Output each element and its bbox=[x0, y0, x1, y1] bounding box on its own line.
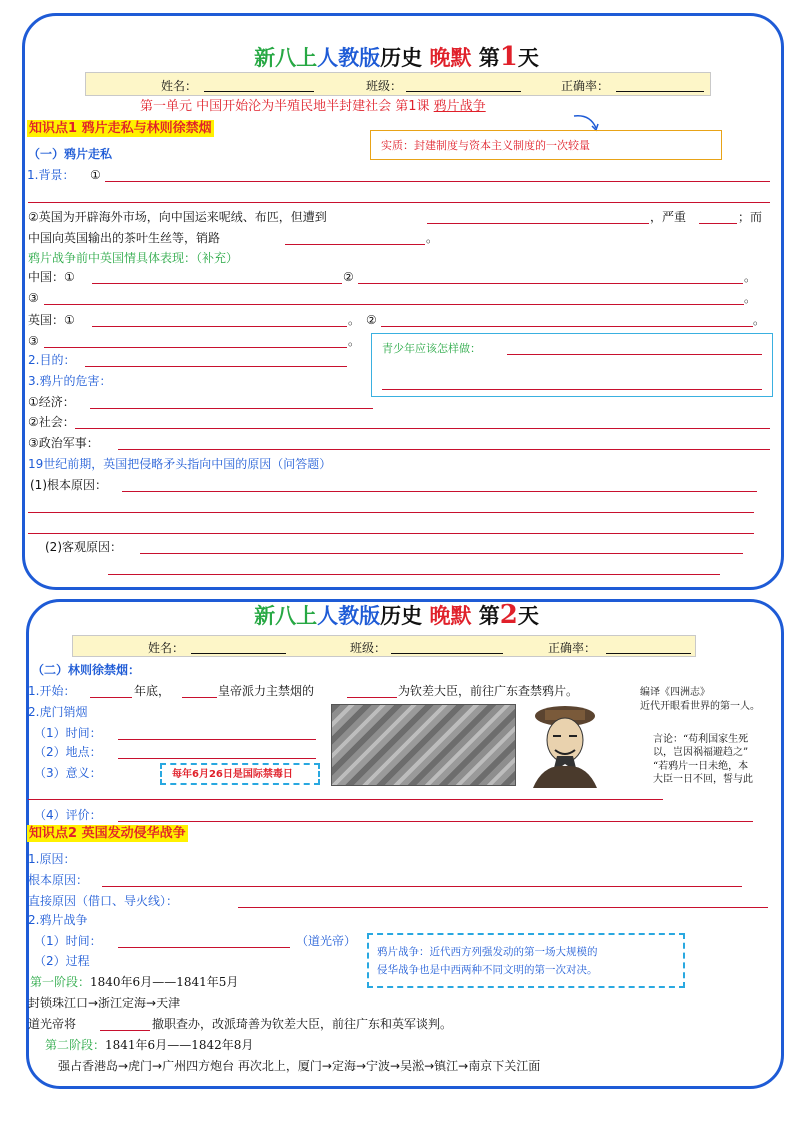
route-stage2: 强占香港岛→虎门→广州四方炮台 再次北上，厦门→定海→宁波→吴淞→镇江→南京下关江面 bbox=[58, 1059, 541, 1073]
antidrug-day-box: 每年6月26日是国际禁毒日 bbox=[160, 763, 320, 785]
line2-text: ②英国为开辟海外市场，向中国运来呢绒、布匹，但遭到 bbox=[28, 210, 327, 224]
quote-2: 以，岂因祸福避趋之” bbox=[653, 747, 749, 758]
specific-heading: 鸦片战争前中英国情具体表现：（补充） bbox=[28, 251, 239, 265]
name-blank[interactable] bbox=[204, 91, 314, 92]
time-blank[interactable] bbox=[118, 739, 316, 740]
cause-label: 1.原因： bbox=[28, 852, 76, 866]
name-bar bbox=[85, 72, 711, 96]
line3-text: 中国向英国输出的茶叶生丝等，销路 bbox=[28, 231, 221, 245]
youth-blank-1[interactable] bbox=[507, 354, 762, 355]
humen-photo bbox=[331, 704, 516, 786]
meaning-blank[interactable] bbox=[28, 799, 663, 800]
youth-box: 青少年应该怎样做： bbox=[371, 333, 773, 397]
root-cause-blank-2[interactable] bbox=[28, 512, 754, 513]
process-label: （2）过程 bbox=[34, 954, 90, 968]
line3-blank[interactable] bbox=[285, 244, 425, 245]
root-cause-label-2: 根本原因： bbox=[28, 873, 89, 887]
evaluation-blank[interactable] bbox=[118, 821, 753, 822]
class-label: 班级： bbox=[350, 641, 387, 655]
military-blank[interactable] bbox=[118, 449, 770, 450]
start-label: 1.开始： bbox=[28, 684, 76, 698]
line2-blank-2[interactable] bbox=[699, 223, 737, 224]
background-blank-1[interactable] bbox=[105, 181, 770, 182]
humen-heading: 2.虎门销烟 bbox=[28, 705, 88, 719]
start-blank-year[interactable] bbox=[90, 697, 132, 698]
objective-cause-blank-2[interactable] bbox=[108, 574, 720, 575]
society-blank[interactable] bbox=[75, 428, 770, 429]
quote-3: “若鸦片一日未绝，本 bbox=[653, 761, 749, 772]
daoguang-blank[interactable] bbox=[100, 1030, 150, 1031]
time-label: （1）时间： bbox=[34, 726, 102, 740]
question-19c: 19世纪前期，英国把侵略矛头指向中国的原因（问答题） bbox=[28, 457, 332, 471]
place-label: （2）地点： bbox=[34, 745, 102, 759]
china-blank-2[interactable] bbox=[358, 283, 743, 284]
start-blank-official[interactable] bbox=[347, 697, 397, 698]
name-blank[interactable] bbox=[191, 653, 286, 654]
britain-blank-2[interactable] bbox=[381, 326, 753, 327]
china-label: 中国：① bbox=[28, 270, 75, 284]
direct-cause-label: 直接原因（借口、导火线）： bbox=[28, 894, 179, 908]
class-blank[interactable] bbox=[391, 653, 503, 654]
day1-title: 新八上人教版历史 晚默 第1天 bbox=[254, 42, 539, 72]
direct-cause-blank[interactable] bbox=[238, 907, 768, 908]
name-label: 姓名： bbox=[161, 79, 198, 93]
note-book: 编译《四洲志》 bbox=[640, 687, 710, 698]
war-definition-box: 鸦片战争：近代西方列强发动的第一场大规模的 侵华战争也是中西两种不同文明的第一次对决。 bbox=[367, 933, 685, 988]
harm-label: 3.鸦片的危害： bbox=[28, 374, 112, 388]
name-bar-2 bbox=[72, 635, 696, 657]
opium-war-heading: 2.鸦片战争 bbox=[28, 913, 88, 927]
stage1: 第一阶段：1840年6月——1841年5月 bbox=[30, 975, 239, 989]
place-blank[interactable] bbox=[118, 758, 316, 759]
start-blank-emperor[interactable] bbox=[182, 697, 217, 698]
purpose-blank[interactable] bbox=[85, 366, 347, 367]
line2-blank-1[interactable] bbox=[427, 223, 649, 224]
society-label: ②社会： bbox=[28, 415, 75, 429]
section-lin-zexu: （二）林则徐禁烟： bbox=[32, 663, 141, 677]
kp1-heading: 知识点1 鸦片走私与林则徐禁烟 bbox=[29, 121, 212, 136]
china-blank-3[interactable] bbox=[44, 304, 744, 305]
circle-1: ① bbox=[90, 168, 101, 182]
lin-zexu-portrait bbox=[523, 702, 607, 788]
root-cause-blank-3[interactable] bbox=[28, 533, 754, 534]
accuracy-label: 正确率： bbox=[548, 641, 597, 655]
objective-cause-blank-1[interactable] bbox=[140, 553, 743, 554]
war-time-blank[interactable] bbox=[118, 947, 290, 948]
essence-box: 实质：封建制度与资本主义制度的一次较量 bbox=[370, 130, 722, 160]
youth-blank-2[interactable] bbox=[382, 389, 762, 390]
china-blank-1[interactable] bbox=[92, 283, 342, 284]
military-label: ③政治军事： bbox=[28, 436, 99, 450]
daoguang-line: 道光帝将 bbox=[28, 1017, 77, 1031]
evaluation-label: （4）评价： bbox=[34, 808, 102, 822]
daoguang-label: （道光帝） bbox=[296, 934, 357, 948]
background-label: 1.背景： bbox=[27, 168, 75, 182]
section-opium-smuggling: （一）鸦片走私 bbox=[28, 147, 113, 161]
stage2: 第二阶段：1841年6月——1842年8月 bbox=[45, 1038, 254, 1052]
economy-label: ①经济： bbox=[28, 395, 75, 409]
background-blank-2[interactable] bbox=[28, 202, 770, 203]
britain-blank-3[interactable] bbox=[44, 347, 347, 348]
quote-1: 言论：“苟利国家生死 bbox=[653, 734, 749, 745]
kp2-heading: 知识点2 英国发动侵华战争 bbox=[29, 826, 186, 841]
accuracy-blank[interactable] bbox=[616, 91, 704, 92]
root-cause-label: (1)根本原因： bbox=[30, 478, 107, 492]
accuracy-blank[interactable] bbox=[606, 653, 691, 654]
root-cause-blank-1[interactable] bbox=[122, 491, 757, 492]
lesson-name: 鸦片战争 bbox=[433, 99, 486, 114]
class-label: 班级： bbox=[366, 79, 403, 93]
britain-blank-1[interactable] bbox=[92, 326, 347, 327]
class-blank[interactable] bbox=[406, 91, 521, 92]
objective-cause-label: (2)客观原因： bbox=[45, 540, 122, 554]
quote-4: 大臣一日不回，誓与此 bbox=[653, 774, 753, 785]
route-stage1: 封锁珠江口→浙江定海→天津 bbox=[28, 996, 181, 1010]
meaning-label: （3）意义： bbox=[34, 766, 102, 780]
war-time-label: （1）时间： bbox=[34, 934, 102, 948]
day2-title: 新八上人教版历史 晚默 第2天 bbox=[254, 600, 539, 630]
unit-header: 第一单元 中国开始沦为半殖民地半封建社会 第1课 鸦片战争 bbox=[140, 99, 486, 114]
purpose-label: 2.目的： bbox=[28, 353, 76, 367]
note-first: 近代开眼看世界的第一人。 bbox=[640, 701, 760, 712]
root-cause-blank[interactable] bbox=[102, 886, 742, 887]
britain-label: 英国：① bbox=[28, 313, 75, 327]
name-label: 姓名： bbox=[148, 641, 185, 655]
accuracy-label: 正确率： bbox=[561, 79, 610, 93]
economy-blank[interactable] bbox=[90, 408, 373, 409]
